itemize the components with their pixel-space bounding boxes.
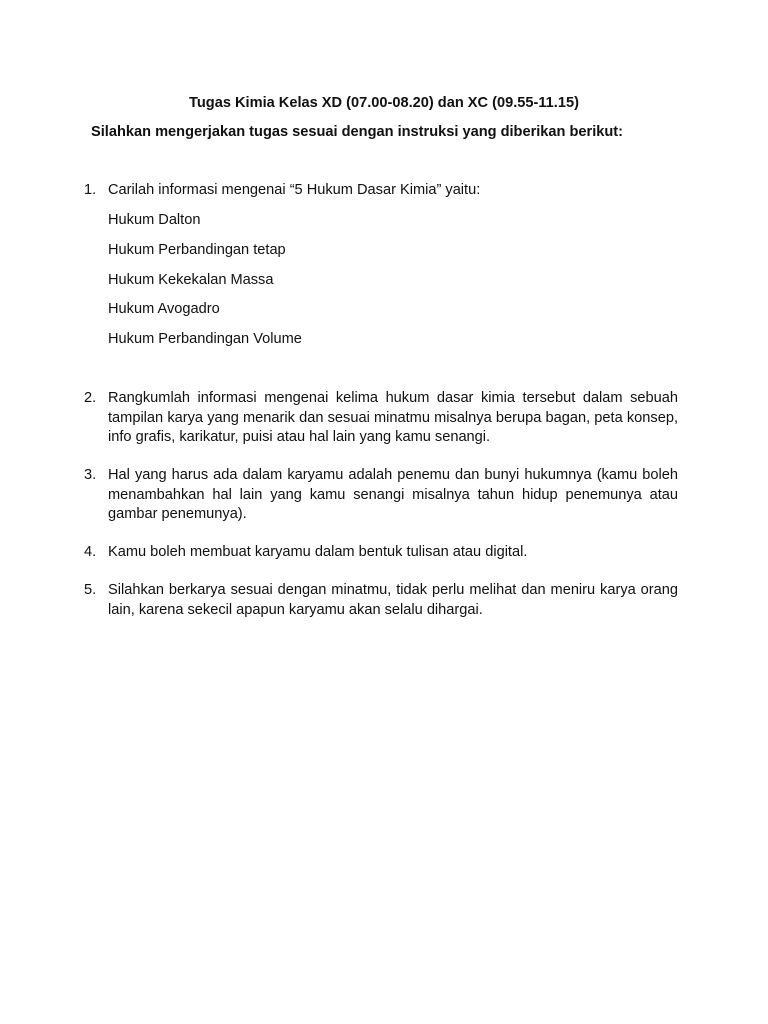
list-item (84, 543, 678, 563)
list-item-text: Silahkan berkarya sesuai dengan minatmu, tidak perlu melihat dan meniru karya orang lain, karena sekecil apapun karyamu akan selalu dihargai. (108, 582, 678, 618)
document-title: Tugas Kimia Kelas XD (07.00-08.20) dan XC (09.55-11.15) (189, 95, 579, 111)
list-item-number: 4. (84, 544, 97, 560)
list-item (84, 466, 678, 525)
sublist-item: Hukum Perbandingan tetap (108, 241, 286, 258)
document-subtitle: Silahkan mengerjakan tugas sesuai dengan instruksi yang diberikan berikut: (91, 124, 624, 140)
sublist-item: Hukum Perbandingan Volume (108, 331, 302, 348)
list-item-text: Hal yang harus ada dalam karyamu adalah penemu dan bunyi hukumnya (kamu boleh menambahkan hal lain yang kamu senangi misalnya tahun hidup penemunya atau gambar penemunya). (108, 467, 678, 523)
list-item-text: Kamu boleh membuat karyamu dalam bentuk tulisan atau digital. (108, 544, 528, 560)
list-item-number: 2. (84, 390, 97, 406)
list-item-text: Carilah informasi mengenai “5 Hukum Dasar Kimia” yaitu: (108, 182, 481, 198)
list-item-text: Rangkumlah informasi mengenai kelima hukum dasar kimia tersebut dalam sebuah tampilan karya yang menarik dan sesuai minatmu misalnya berupa bagan, peta konsep, info grafis, karikatur, puisi atau hal lain yang kamu senangi. (108, 390, 678, 446)
list-item (84, 581, 678, 620)
sublist-item: Hukum Avogadro (108, 301, 220, 318)
list-item (84, 181, 678, 201)
sublist (108, 211, 302, 360)
sublist-item: Hukum Dalton (108, 212, 201, 228)
list-item-number: 5. (84, 582, 97, 598)
list-item-number: 1. (84, 182, 97, 198)
list-item (84, 389, 678, 448)
sublist-item: Hukum Kekekalan Massa (108, 271, 274, 288)
list-item-number: 3. (84, 467, 97, 483)
